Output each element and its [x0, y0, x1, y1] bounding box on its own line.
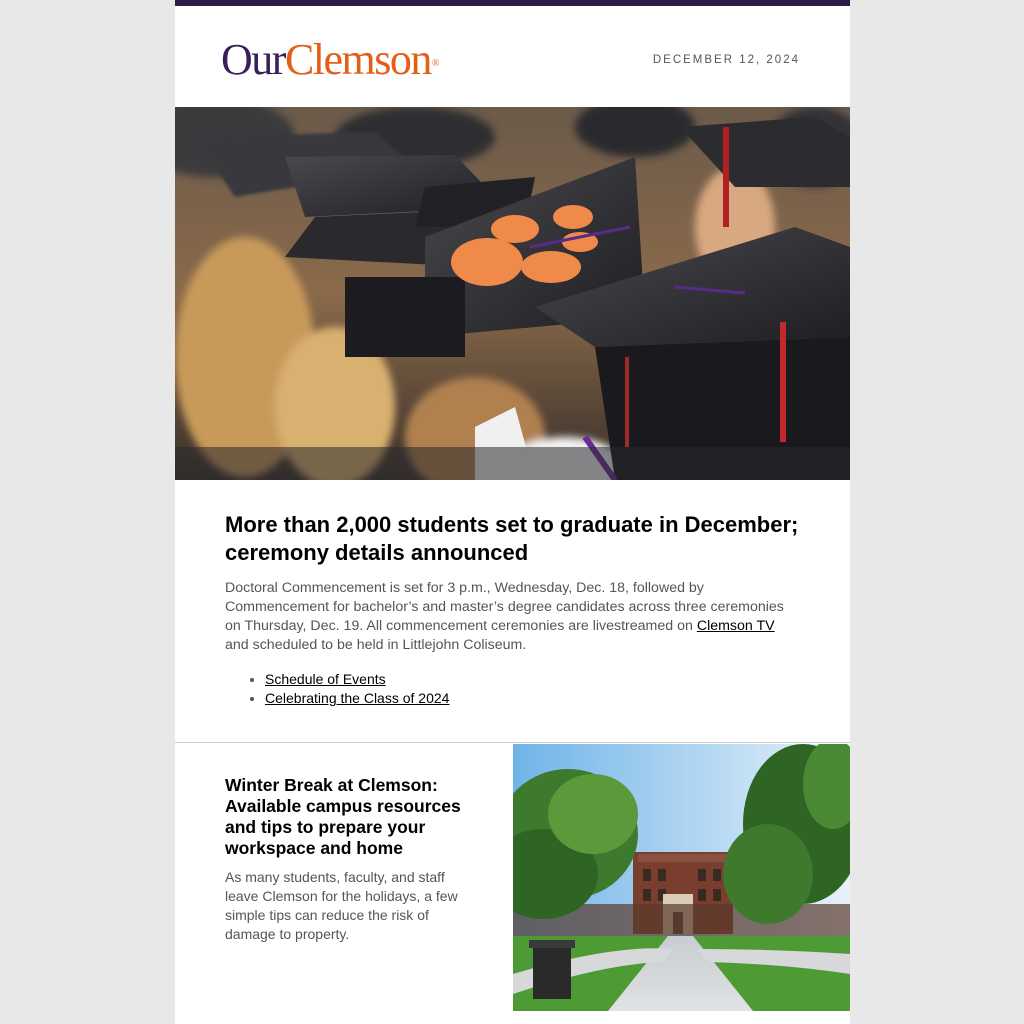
- feature-story-text: [225, 775, 465, 944]
- class-of-2024-link[interactable]: Celebrating the Class of 2024: [265, 690, 450, 706]
- newsletter-header: [175, 6, 850, 107]
- feature-story-body: As many students, faculty, and staff leave Clemson for the holidays, a few simple tips can reduce the risk of damage to property.: [225, 869, 458, 942]
- issue-date: DECEMBER 12, 2024: [652, 54, 800, 66]
- lead-story-headline[interactable]: More than 2,000 students set to graduate in December; ceremony details announced: [225, 512, 799, 565]
- ourclemson-logo[interactable]: [221, 34, 438, 86]
- schedule-of-events-link[interactable]: Schedule of Events: [265, 671, 386, 687]
- hero-image[interactable]: [175, 107, 850, 480]
- list-item: [265, 689, 800, 708]
- lead-body-text-end: and scheduled to be held in Littlejohn Coliseum.: [225, 637, 527, 653]
- campus-building-image[interactable]: [513, 744, 850, 1011]
- logo-clemson-text: Clemson: [284, 35, 431, 84]
- clemson-tv-link[interactable]: Clemson TV: [696, 618, 775, 634]
- lead-body-text: Doctoral Commencement is set for 3 p.m., Wednesday, Dec. 18, followed by Commencement for bachelor’s and master’s degree candidates across three ceremonies on Thursday, Dec. 19. All commencement ceremonies are livestreamed on: [225, 580, 784, 634]
- lead-story-body: [225, 579, 800, 655]
- lead-story-links: [225, 670, 800, 708]
- feature-story: [175, 743, 850, 1021]
- newsletter-email: [175, 0, 850, 1024]
- registered-mark: ®: [431, 58, 438, 69]
- lead-story: [175, 480, 850, 743]
- list-item: [265, 670, 800, 689]
- logo-our-text: Our: [221, 35, 285, 84]
- feature-story-headline[interactable]: Winter Break at Clemson: Available campus resources and tips to prepare your workspace and home: [225, 775, 461, 858]
